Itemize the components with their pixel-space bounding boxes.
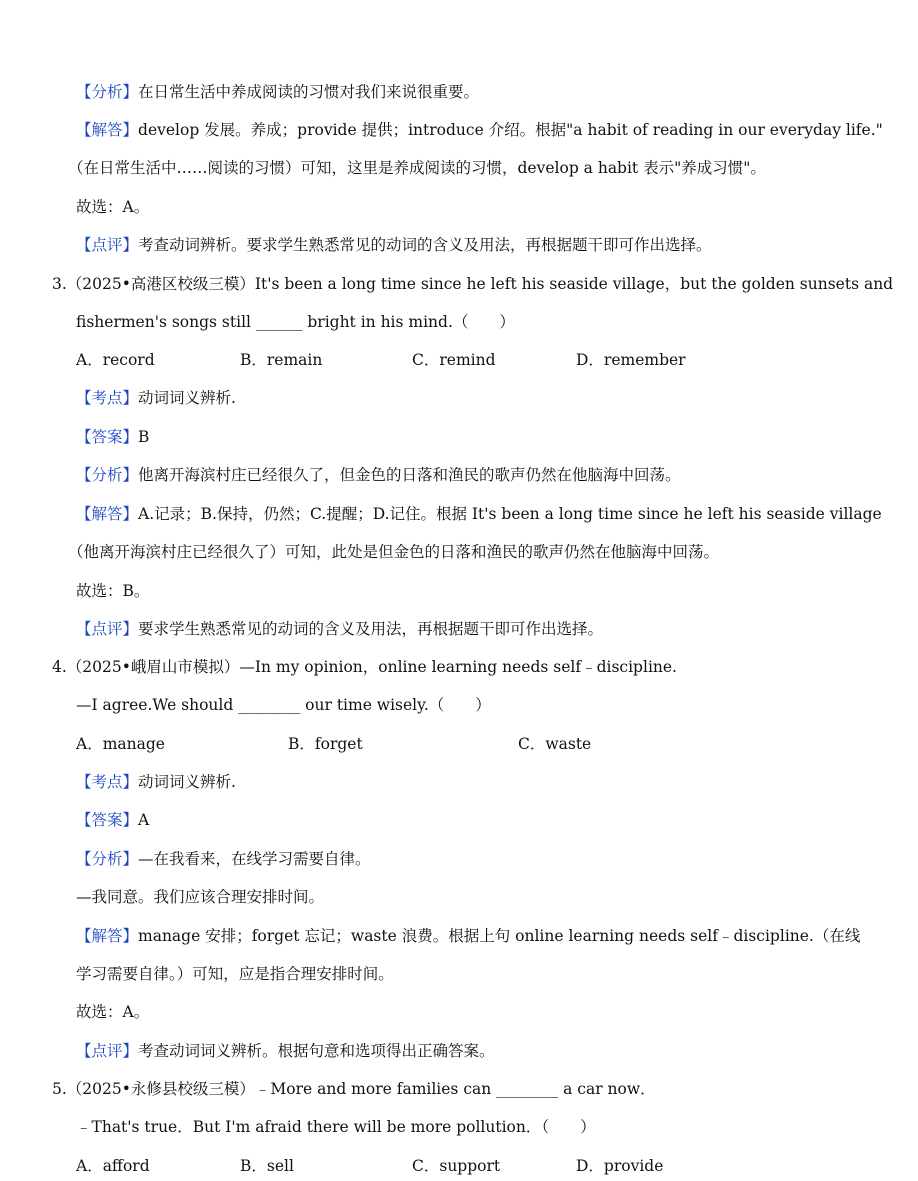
point-tag: 【考点】 (76, 389, 139, 407)
q3-comment (0, 619, 918, 639)
answer-tag: 【答案】 (76, 428, 139, 446)
q3-number: 3. (52, 275, 67, 293)
q5-source: （2025•永修县校级三模） (66, 1080, 255, 1098)
analysis-tag: 【分析】 (76, 466, 139, 484)
q4-source: （2025•峨眉山市模拟） (66, 658, 240, 676)
q4-analysis-text: —在我看来，在线学习需要自律。 (138, 850, 371, 868)
q4-point (0, 772, 918, 792)
q5-blank: ________ (496, 1080, 559, 1098)
point-tag: 【考点】 (76, 773, 139, 791)
q3-detail (0, 504, 918, 524)
q4-analysis (0, 849, 918, 869)
q4-answer-text: A (138, 811, 150, 829)
q5-options (0, 1156, 918, 1176)
detail-tag: 【解答】 (76, 121, 139, 139)
comment-tag: 【点评】 (76, 1042, 139, 1060)
q4-options (0, 734, 918, 754)
comment-tag: 【点评】 (76, 236, 139, 254)
q5-number: 5. (52, 1080, 67, 1098)
q3-blank: ______ (255, 313, 303, 331)
q3-source: （2025•高港区校级三模） (66, 275, 255, 293)
q5-option-b[interactable]: B．sell (240, 1157, 294, 1175)
q4-comment-text: 考查动词词义辨析。根据句意和选项得出正确答案。 (138, 1042, 495, 1060)
q3-option-b[interactable]: B．remain (240, 351, 323, 369)
q4-number: 4. (52, 658, 67, 676)
q4-option-a[interactable]: A．manage (76, 735, 165, 753)
q4-answer (0, 810, 918, 830)
q5-stem-after: a car now． (563, 1080, 656, 1098)
q3-stem-before: fishermen's songs still (76, 313, 251, 331)
detail-tag: 【解答】 (76, 927, 139, 945)
q2-comment-text: 考查动词辨析。要求学生熟悉常见的动词的含义及用法，再根据题干即可作出选择。 (138, 236, 712, 254)
q4-detail-cont: 学习需要自律。）可知，应是指合理安排时间。 (76, 965, 394, 983)
q2-comment (0, 235, 918, 255)
q4-comment (0, 1041, 918, 1061)
q5-stem-cont: ﹣That's true．But I'm afraid there will be more pollution．（ ） (76, 1118, 596, 1136)
q3-detail-text: A.记录；B.保持，仍然；C.提醒；D.记住。根据 It's been a long time since he left his seaside village (138, 505, 882, 523)
q4-option-c[interactable]: C．waste (518, 735, 592, 753)
q3-option-d[interactable]: D．remember (576, 351, 686, 369)
q3-answer (0, 427, 918, 447)
q2-detail-cont: （在日常生活中……阅读的习惯）可知，这里是养成阅读的习惯，develop a habit 表示"养成习惯"。 (68, 159, 766, 177)
q4-stem-before: —I agree.We should (76, 696, 234, 714)
q5-option-a[interactable]: A．afford (76, 1157, 150, 1175)
q3-option-a[interactable]: A．record (76, 351, 155, 369)
q2-detail (0, 120, 918, 140)
q3-stem-cont (0, 312, 918, 332)
q4-blank: ________ (238, 696, 301, 714)
q4-analysis-cont: —我同意。我们应该合理安排时间。 (76, 888, 325, 906)
q4-detail (0, 926, 918, 946)
q4-stem-after: our time wisely.（ ） (305, 696, 491, 714)
q3-detail-cont: （他离开海滨村庄已经很久了）可知，此处是但金色的日落和渔民的歌声仍然在他脑海中回荡。 (68, 543, 720, 561)
detail-tag: 【解答】 (76, 505, 139, 523)
q3-point-text: 动词词义辨析. (138, 389, 236, 407)
q3-stem-text: It's been a long time since he left his seaside village，but the golden sunsets and (254, 275, 894, 293)
q3-option-c[interactable]: C．remind (412, 351, 496, 369)
q2-analysis (0, 82, 918, 102)
answer-tag: 【答案】 (76, 811, 139, 829)
q3-options (0, 350, 918, 370)
q3-point (0, 388, 918, 408)
q5-stem (0, 1079, 918, 1099)
q4-stem-text: —In my opinion，online learning needs self﹣discipline. (239, 658, 677, 676)
q3-choose: 故选：B。 (76, 582, 150, 600)
q3-answer-text: B (138, 428, 150, 446)
q2-analysis-text: 在日常生活中养成阅读的习惯对我们来说很重要。 (138, 83, 480, 101)
q4-stem-cont (0, 695, 918, 715)
q4-detail-text: manage 安排；forget 忘记；waste 浪费。根据上句 online learning needs self﹣discipline.（在线 (138, 927, 861, 945)
q4-choose: 故选：A。 (76, 1003, 150, 1021)
q5-option-c[interactable]: C．support (412, 1157, 501, 1175)
q3-stem-after: bright in his mind.（ ） (307, 313, 515, 331)
comment-tag: 【点评】 (76, 620, 139, 638)
q2-detail-text: develop 发展。养成；provide 提供；introduce 介绍。根据"a habit of reading in our everyday life." (138, 121, 883, 139)
q5-option-d[interactable]: D．provide (576, 1157, 664, 1175)
q4-point-text: 动词词义辨析. (138, 773, 236, 791)
q3-analysis-text: 他离开海滨村庄已经很久了，但金色的日落和渔民的歌声仍然在他脑海中回荡。 (138, 466, 681, 484)
q3-comment-text: 要求学生熟悉常见的动词的含义及用法，再根据题干即可作出选择。 (138, 620, 604, 638)
q3-stem (0, 274, 918, 294)
analysis-tag: 【分析】 (76, 850, 139, 868)
q3-analysis (0, 465, 918, 485)
q4-option-b[interactable]: B．forget (288, 735, 363, 753)
q5-stem-before: ﹣More and more families can (254, 1080, 492, 1098)
q4-stem (0, 657, 918, 677)
q2-choose: 故选：A。 (76, 198, 150, 216)
analysis-tag: 【分析】 (76, 83, 139, 101)
